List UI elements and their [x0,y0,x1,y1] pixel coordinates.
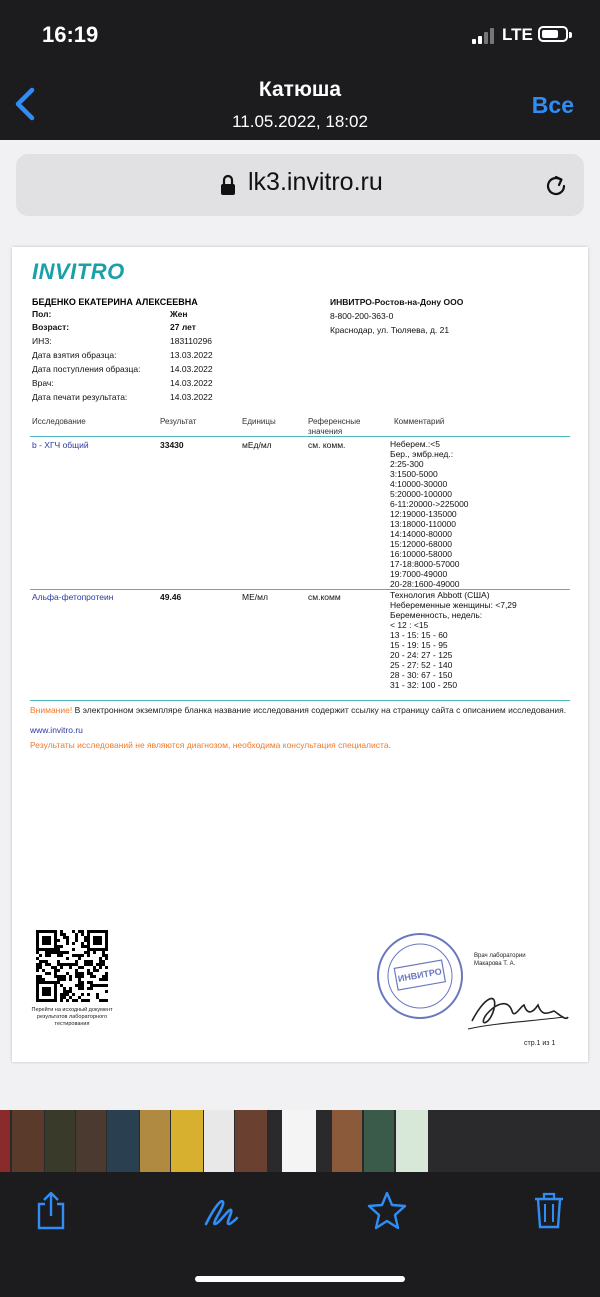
test-comment [390,590,517,690]
lab-address: Краснодар, ул. Тюляева, д. 21 [330,325,450,335]
lab-result-document [12,247,588,1062]
field-label: Возраст: [32,322,70,332]
media-thumbnails[interactable] [0,1110,600,1172]
test-name-link[interactable]: Альфа-фетопротеин [32,592,114,602]
warning-word: Внимание! [30,705,73,715]
comment-line: 20-28:1600-49000 [390,579,460,589]
test-reference: см. комм. [308,440,346,450]
field-label: Врач: [32,378,54,388]
header-result: Результат [160,417,197,426]
chat-title: Катюша [258,78,342,101]
comment-line: 13:18000-110000 [390,519,457,529]
lock-icon [220,174,236,196]
nav-bar [0,70,600,140]
comment-line: Небеременные женщины: <7,29 [390,600,517,610]
status-bar [0,0,600,70]
thumbnail[interactable] [107,1110,139,1172]
comment-line: Беременность, недель: [390,610,483,620]
comment-line: 2:25-300 [390,459,424,469]
field-label: Пол: [32,309,52,319]
thumbnail[interactable] [12,1110,44,1172]
test-result: 49.46 [160,592,182,602]
field-value: 14.03.2022 [170,364,213,374]
comment-line: < 12 : <15 [390,620,429,630]
comment-line: 14:14000-80000 [390,529,452,539]
comment-line: 16:10000-58000 [390,549,452,559]
thumbnail[interactable] [204,1110,234,1172]
comment-line: 15:12000-68000 [390,539,452,549]
clock: 16:19 [42,22,99,47]
thumbnail[interactable] [171,1110,203,1172]
field-label: ИНЗ: [32,336,52,346]
comment-line: 6-11:20000->225000 [390,499,469,509]
thumbnail[interactable] [45,1110,75,1172]
field-label: Дата поступления образца: [32,364,141,374]
chat-date: 11.05.2022, 18:02 [232,112,368,131]
doctor-info [474,952,526,968]
table-divider [30,700,570,701]
share-icon[interactable] [33,1190,69,1230]
page-number: стр.1 из 1 [524,1040,556,1047]
field-value: 183110296 [170,336,212,346]
comment-line: Неберем.:<5 [390,439,440,449]
all-button[interactable]: Все [531,92,574,118]
comment-line: 5:20000-100000 [390,489,452,499]
lab-name: ИНВИТРО-Ростов-на-Дону ООО [330,297,464,307]
thumbnail[interactable] [396,1110,428,1172]
thumbnail[interactable] [0,1110,10,1172]
lab-phone: 8-800-200-363-0 [330,311,394,321]
test-units: МЕ/мл [242,592,268,602]
comment-line: 12:19000-135000 [390,509,457,519]
doctor-title: Врач лаборатории [474,953,526,959]
test-name-link[interactable]: b - ХГЧ общий [32,440,89,450]
qr-code[interactable] [36,930,108,1002]
markup-icon[interactable] [203,1190,239,1230]
comment-line: Бер., эмбр.нед.: [390,449,454,459]
url-text: lk3.invitro.ru [248,168,383,196]
battery-icon [538,26,568,42]
thumbnail[interactable] [332,1110,362,1172]
table-divider [30,436,570,437]
comment-line: 3:1500-5000 [390,469,438,479]
comment-line: 20 - 24: 27 - 125 [390,650,453,660]
field-value: 14.03.2022 [170,392,213,402]
field-label: Дата печати результата: [32,392,128,402]
stamp-text: ИНВИТРО [397,966,443,984]
comment-line: 4:10000-30000 [390,479,448,489]
test-result: 33430 [160,440,184,450]
reload-icon[interactable] [542,172,570,200]
field-value: 27 лет [170,322,196,332]
qr-caption: Перейти на исходный документ результатов лабораторного тестирования [31,1007,113,1027]
patient-name: БЕДЕНКО ЕКАТЕРИНА АЛЕКСЕЕВНА [32,297,198,307]
comment-line: 31 - 32: 100 - 250 [390,680,458,690]
thumbnail[interactable] [235,1110,267,1172]
disclaimer: Результаты исследований не являются диагнозом, необходима консультация специалиста. [30,740,391,750]
web-view [0,140,600,1110]
signal-icon [472,28,496,44]
test-comment [390,439,469,589]
comment-line: 15 - 19: 15 - 95 [390,640,448,650]
field-value: Жен [170,309,188,319]
website-link[interactable]: www.invitro.ru [30,725,83,735]
header-test: Исследование [32,417,86,426]
test-units: мЕд/мл [242,440,272,450]
lab-stamp [374,930,466,1022]
thumbnail[interactable] [140,1110,170,1172]
header-reference: Референсные значения [308,417,361,436]
field-value: 13.03.2022 [170,350,213,360]
trash-icon[interactable] [531,1190,567,1230]
network-label: LTE [502,25,533,44]
address-bar[interactable] [16,154,584,216]
field-value: 14.03.2022 [170,378,213,388]
warning-note [30,705,575,715]
thumbnail[interactable] [76,1110,106,1172]
thumbnail[interactable] [364,1110,394,1172]
warning-text: В электронном экземпляре бланка название исследования содержит ссылку на страницу сайта с описанием исследования. [72,705,567,715]
doctor-signature [464,977,574,1037]
star-icon[interactable] [366,1190,408,1230]
home-indicator [195,1276,405,1282]
field-label: Дата взятия образца: [32,350,117,360]
comment-line: 19:7000-49000 [390,569,448,579]
invitro-logo: INVITRO [32,259,125,284]
comment-line: Технология Abbott (США) [390,590,490,600]
test-reference: см.комм [308,592,341,602]
thumbnail[interactable] [282,1110,316,1172]
comment-line: 17-18:8000-57000 [390,559,460,569]
comment-line: 25 - 27: 52 - 140 [390,660,453,670]
header-comment: Комментарий [394,417,445,426]
doctor-name: Макарова Т. А. [474,961,516,967]
comment-line: 28 - 30: 67 - 150 [390,670,453,680]
header-units: Единицы [242,417,276,426]
comment-line: 13 - 15: 15 - 60 [390,630,448,640]
